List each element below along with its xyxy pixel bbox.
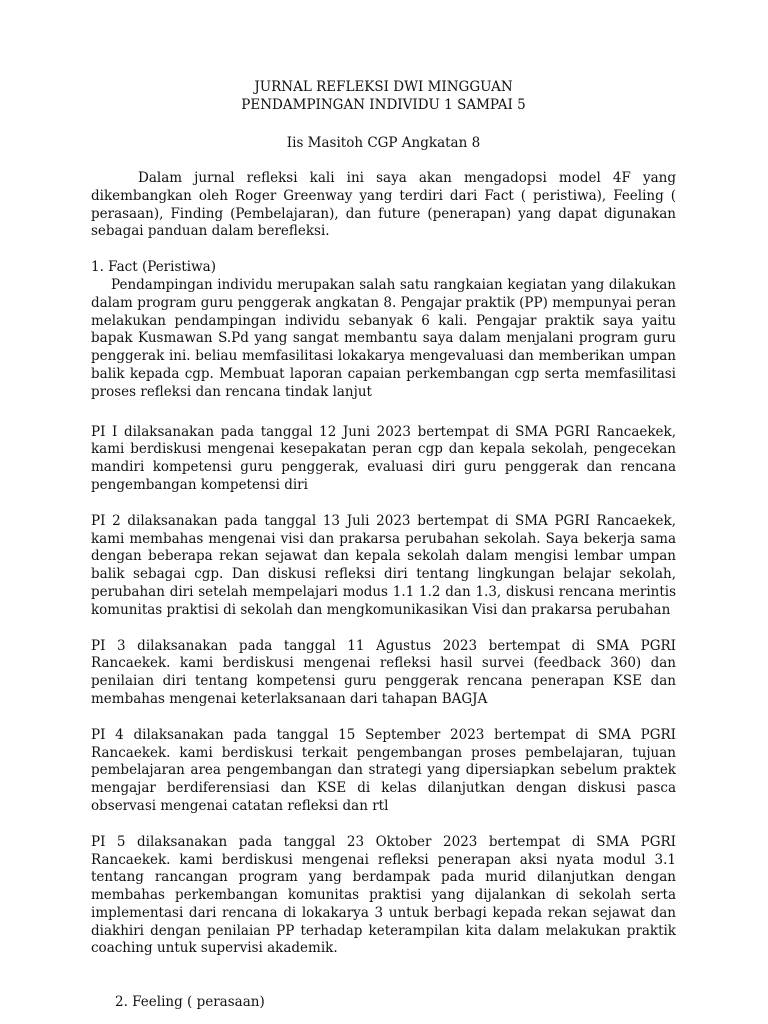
section-2-heading: 2. Feeling ( perasaan): [115, 994, 265, 1011]
document-page: [91, 78, 676, 1012]
section-1-heading: 1. Fact (Peristiwa): [91, 259, 216, 276]
pi-1-paragraph: PI I dilaksanakan pada tanggal 12 Juni 2023 bertempat di SMA PGRI Rancaekek, kami berdiskusi mengenai kesepakatan peran cgp dan kepala sekolah, pengecekan mandiri kompetensi guru penggerak, evaluasi diri guru penggerak dan rencana pengembangan kompetensi diri: [91, 423, 676, 493]
pi-2-paragraph: PI 2 dilaksanakan pada tanggal 13 Juli 2023 bertempat di SMA PGRI Rancaekek, kami membahas mengenai visi dan prakarsa perubahan sekolah. Saya bekerja sama dengan beberapa rekan sejawat dan kepala sekolah dalam mengisi lembar umpan balik sebagai cgp. Dan diskusi refleksi diri tentang lingkungan belajar sekolah, perubahan diri setelah mempelajari modus 1.1 1.2 dan 1.3, diskusi rencana merintis komunitas praktisi di sekolah dan mengkomunikasikan Visi dan prakarsa perubahan: [91, 512, 676, 618]
document-title-line-2: PENDAMPINGAN INDIVIDU 1 SAMPAI 5: [241, 97, 526, 113]
document-author: Iis Masitoh CGP Angkatan 8: [286, 135, 481, 151]
intro-paragraph: Dalam jurnal refleksi kali ini saya akan mengadopsi model 4F yang dikembangkan oleh Roger Greenway yang terdiri dari Fact ( peristiwa), Feeling ( perasaan), Finding (Pembelajaran), dan future (penerapan) yang dapat digunakan sebagai panduan dalam berefleksi.: [91, 170, 676, 240]
section-1-body: Pendampingan individu merupakan salah satu rangkaian kegiatan yang dilakukan dalam program guru penggerak angkatan 8. Pengajar praktik (PP) mempunyai peran melakukan pendampingan individu sebanyak 6 kali. Pengajar praktik saya yaitu bapak Kusmawan S.Pd yang sangat membantu saya dalam menjalani program guru penggerak ini. beliau memfasilitasi lokakarya mengevaluasi dan memberikan umpan balik kepada cgp. Membuat laporan capaian perkembangan cgp serta memfasilitasi proses refleksi dan rencana tindak lanjut: [91, 276, 676, 400]
document-title-line-1: JURNAL REFLEKSI DWI MINGGUAN: [254, 79, 513, 95]
pi-3-paragraph: PI 3 dilaksanakan pada tanggal 11 Agustus 2023 bertempat di SMA PGRI Rancaekek. kami berdiskusi mengenai refleksi hasil survei (feedback 360) dan penilaian diri tentang kompetensi guru penggerak rencana penerapan KSE dan membahas mengenai keterlaksanaan dari tahapan BAGJA: [91, 637, 676, 707]
pi-5-paragraph: PI 5 dilaksanakan pada tanggal 23 Oktober 2023 bertempat di SMA PGRI Rancaekek. kami berdiskusi mengenai refleksi penerapan aksi nyata modul 3.1 tentang rancangan program yang berdampak pada murid dilanjutkan dengan membahas perkembangan komunitas praktisi yang dijalankan di sekolah serta implementasi dari rencana di lokakarya 3 untuk berbagi kepada rekan sejawat dan diakhiri dengan penilaian PP terhadap keterampilan kita dalam melakukan praktik coaching untuk supervisi akademik.: [91, 833, 676, 957]
pi-4-paragraph: PI 4 dilaksanakan pada tanggal 15 September 2023 bertempat di SMA PGRI Rancaekek. kami berdiskusi terkait pengembangan proses pembelajaran, tujuan pembelajaran area pengembangan dan strategi yang dipersiapkan sebelum praktek mengajar berdiferensiasi dan KSE di kelas dilanjutkan dengan diskusi pasca observasi mengenai catatan refleksi dan rtl: [91, 726, 676, 814]
